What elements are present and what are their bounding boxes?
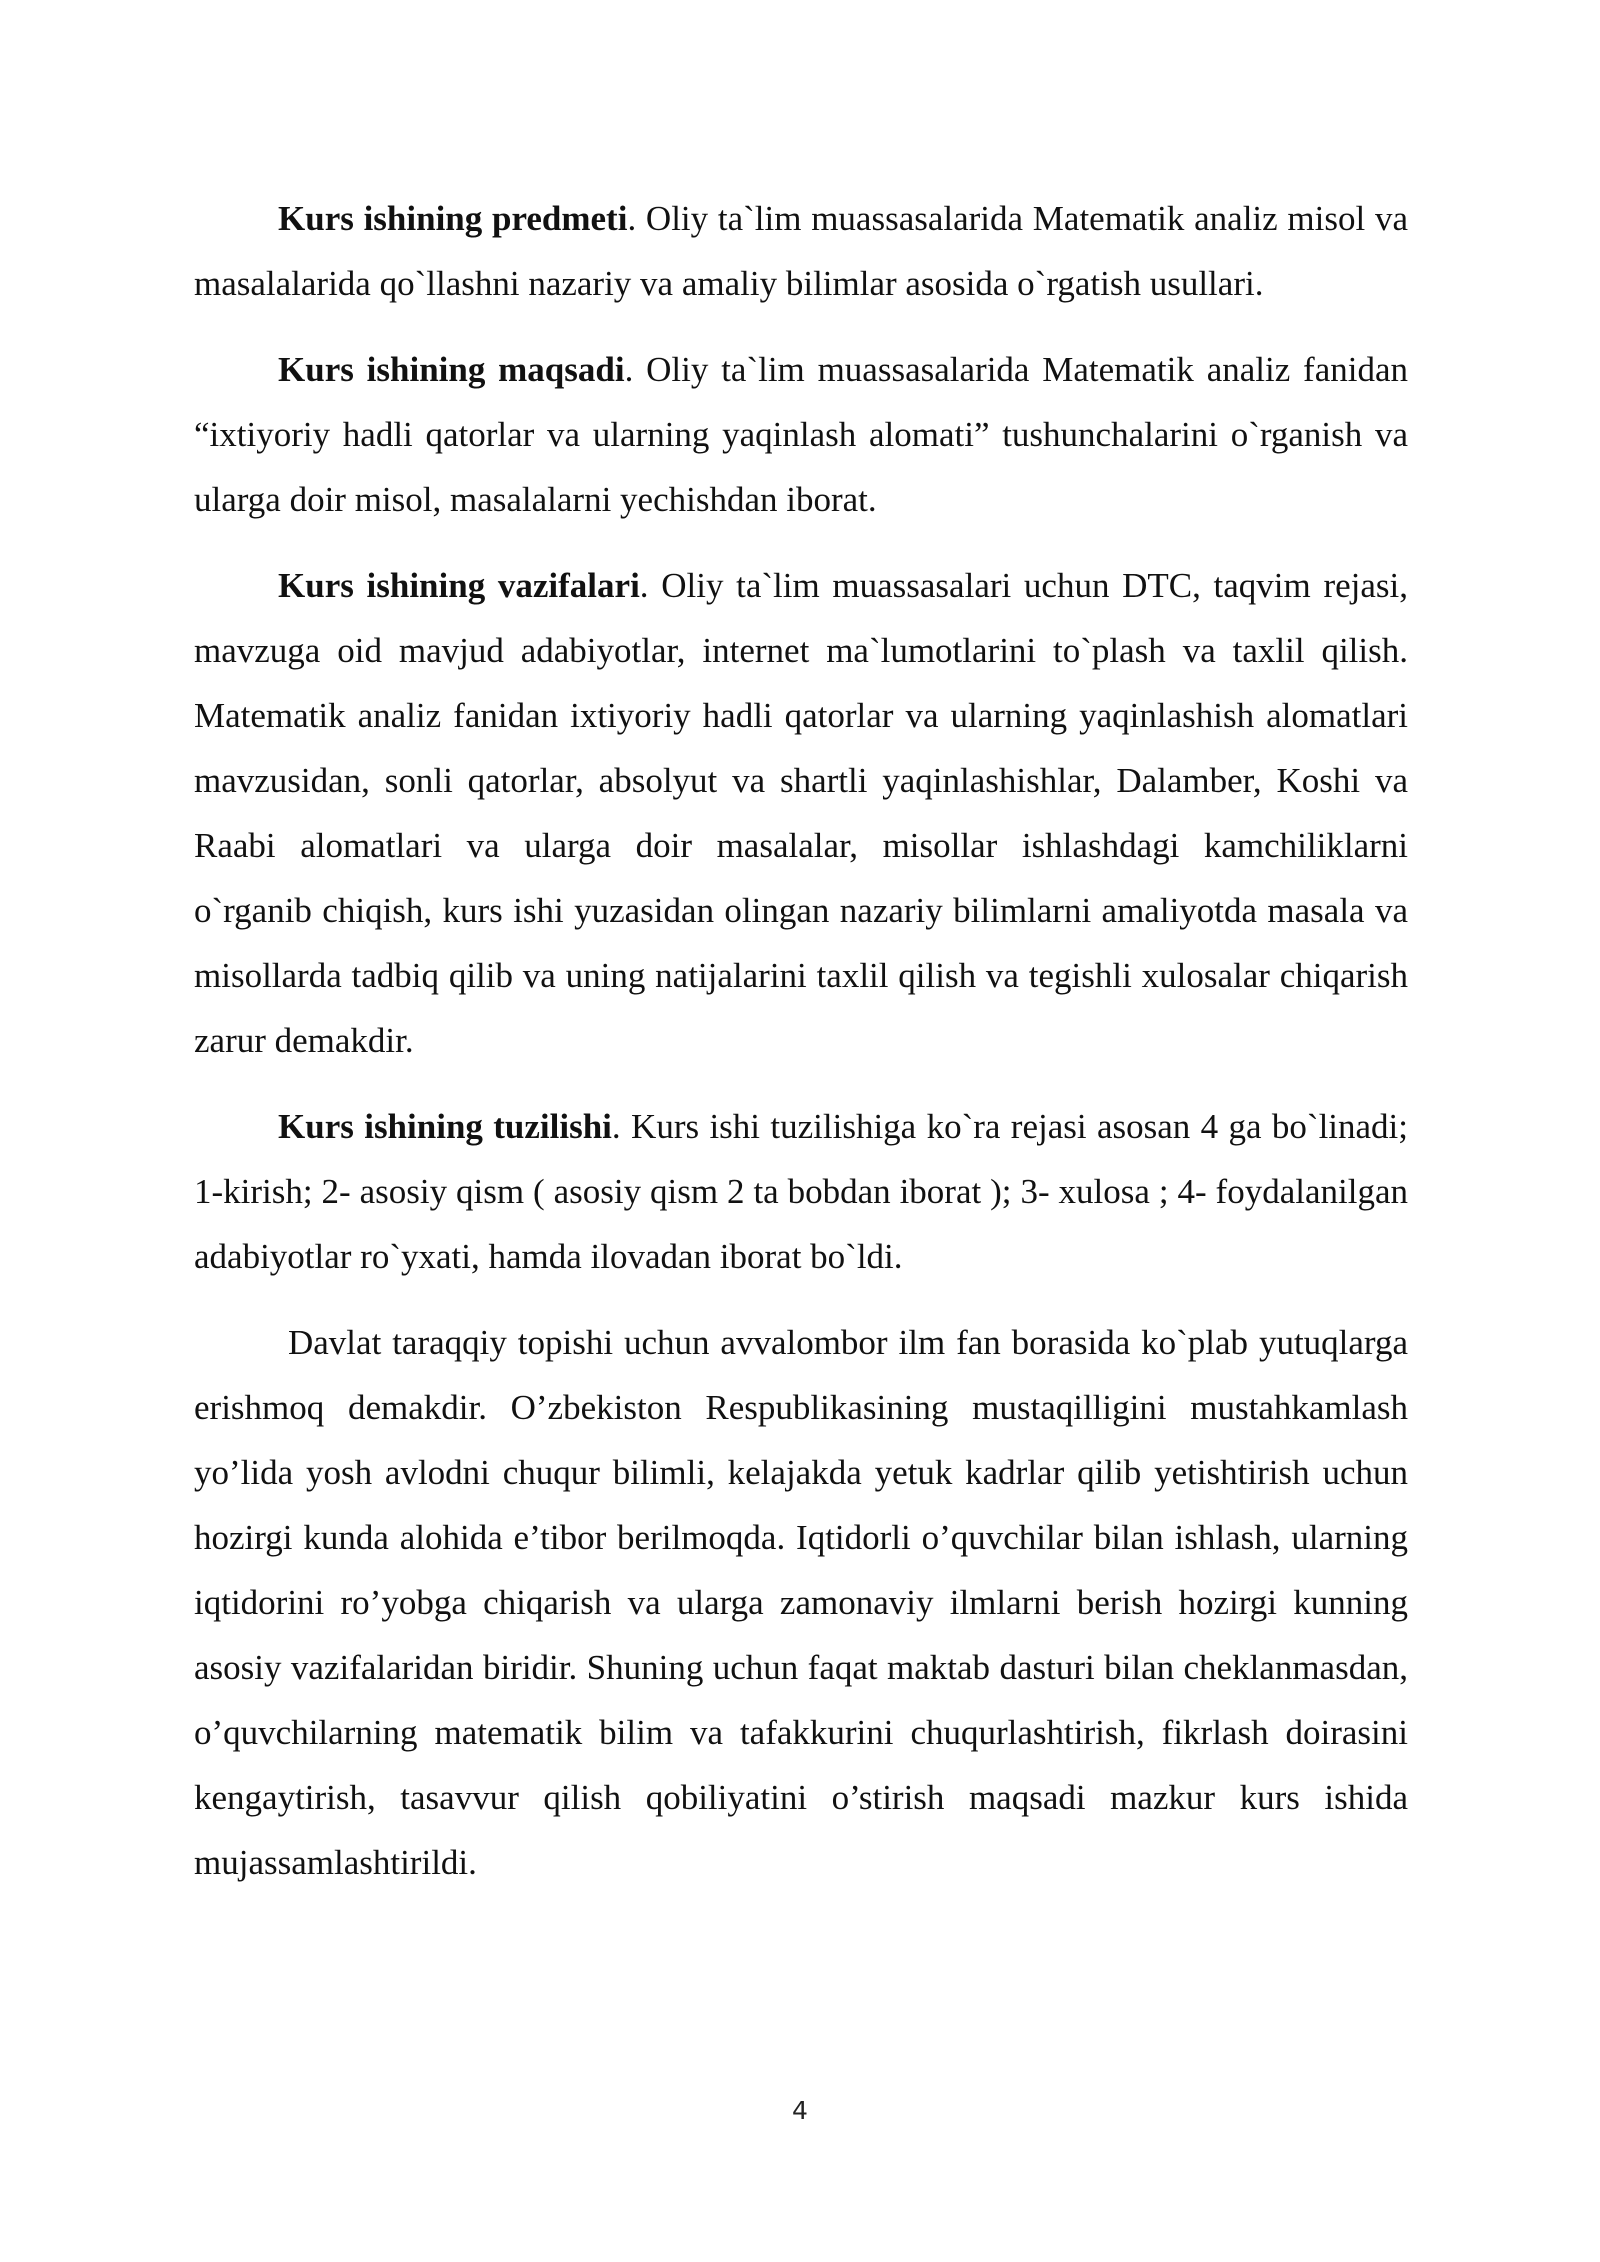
page-body (194, 186, 1408, 1916)
page-number: 4 (792, 2096, 808, 2125)
paragraph-tasks-heading: Kurs ishining vazifalari (278, 566, 640, 605)
paragraph-structure-text: . Kurs ishi tuzilishiga ko`ra rejasi asosan 4 ga bo`linadi; 1-kirish; 2- asosiy qism ( asosiy qism 2 ta bobdan iborat ); 3- xulosa ; 4- foydalanilgan adabiyotlar ro`yxati, hamda ilovadan iborat bo`ldi. (194, 1107, 1408, 1276)
paragraph-introduction (194, 1310, 1408, 1895)
paragraph-subject-heading: Kurs ishining predmeti (278, 199, 628, 238)
paragraph-structure (194, 1094, 1408, 1289)
paragraph-tasks-text: . Oliy ta`lim muassasalari uchun DTC, taqvim rejasi, mavzuga oid mavjud adabiyotlar, internet ma`lumotlarini to`plash va taxlil qilish. Matematik analiz fanidan ixtiyoriy hadli qatorlar va ularning yaqinlashish alomatlari mavzusidan, sonli qatorlar, absolyut va shartli yaqinlashishlar, Dalamber, Koshi va Raabi alomatlari va ularga doir masalalar, misollar ishlashdagi kamchiliklarni o`rganib chiqish, kurs ishi yuzasidan olingan nazariy bilimlarni amaliyotda masala va misollarda tadbiq qilib va uning natijalarini taxlil qilish va tegishli xulosalar chiqarish zarur demakdir. (194, 566, 1408, 1060)
paragraph-tasks (194, 553, 1408, 1073)
paragraph-introduction-text: Davlat taraqqiy topishi uchun avvalombor ilm fan borasida ko`plab yutuqlarga erishmoq demakdir. O’zbekiston Respublikasining mustaqilligini mustahkamlash yo’lida yosh avlodni chuqur bilimli, kelajakda yetuk kadrlar qilib yetishtirish uchun hozirgi kunda alohida e’tibor berilmoqda. Iqtidorli o’quvchilar bilan ishlash, ularning iqtidorini ro’yobga chiqarish va ularga zamonaviy ilmlarni berish hozirgi kunning asosiy vazifalaridan biridir. Shuning uchun faqat maktab dasturi bilan cheklanmasdan, o’quvchilarning matematik bilim va tafakkurini chuqurlashtirish, fikrlash doirasini kengaytirish, tasavvur qilish qobiliyatini o’stirish maqsadi mazkur kurs ishida mujassamlashtirildi. (194, 1323, 1408, 1882)
paragraph-subject (194, 186, 1408, 316)
paragraph-subject-text: . Oliy ta`lim muassasalarida Matematik analiz misol va masalalarida qo`llashni nazariy va amaliy bilimlar asosida o`rgatish usullari. (194, 199, 1408, 303)
paragraph-goal-heading: Kurs ishining maqsadi (278, 350, 625, 389)
paragraph-structure-heading: Kurs ishining tuzilishi (278, 1107, 612, 1146)
paragraph-goal-text: . Oliy ta`lim muassasalarida Matematik analiz fanidan “ixtiyoriy hadli qatorlar va ularning yaqinlash alomati” tushunchalarini o`rganish va ularga doir misol, masalalarni yechishdan iborat. (194, 350, 1409, 519)
paragraph-goal (194, 337, 1408, 532)
